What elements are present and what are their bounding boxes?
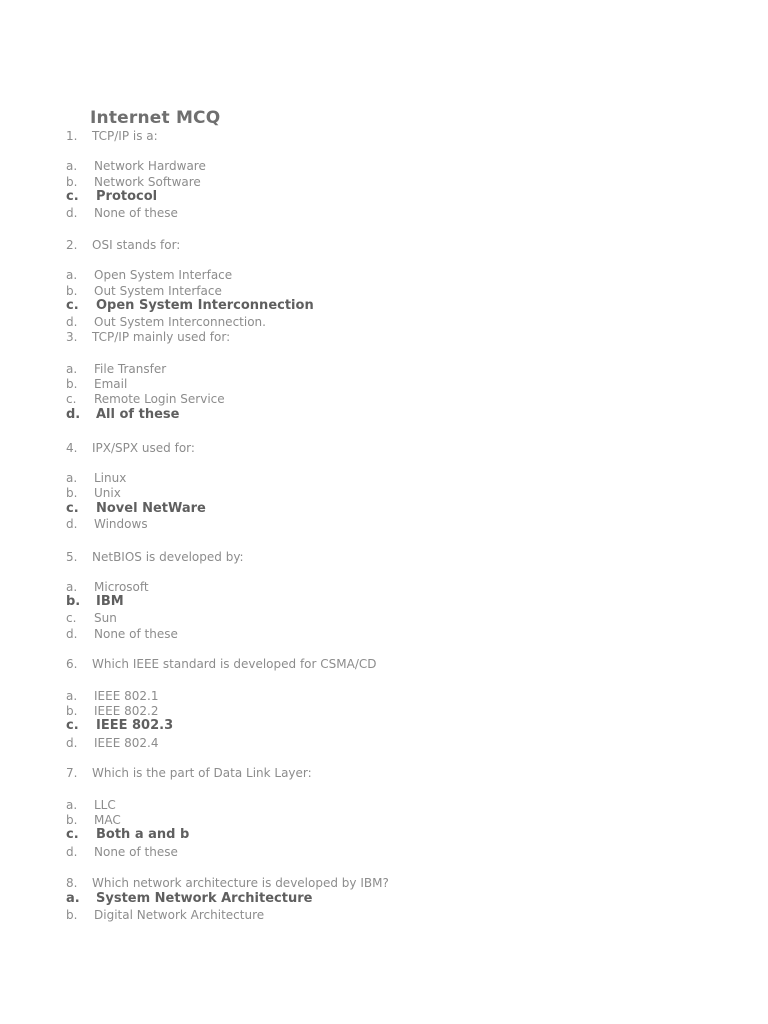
- option-text: None of these: [94, 845, 178, 859]
- question-4-option-b: [66, 486, 121, 500]
- question-3-option-a: [66, 362, 166, 376]
- question-8: [66, 876, 389, 890]
- option-letter: b.: [66, 284, 78, 298]
- option-text: Open System Interface: [94, 268, 233, 282]
- option-text: System Network Architecture: [96, 891, 313, 906]
- option-letter: c.: [66, 611, 77, 625]
- option-text: None of these: [94, 206, 178, 220]
- question-text: OSI stands for:: [92, 238, 181, 252]
- question-7: [66, 766, 312, 780]
- option-letter: c.: [66, 189, 79, 204]
- option-letter: b.: [66, 704, 78, 718]
- option-text: Digital Network Architecture: [94, 908, 265, 922]
- option-text: IBM: [96, 594, 124, 609]
- option-text: Protocol: [96, 189, 158, 204]
- question-6: [66, 657, 377, 671]
- question-4: [66, 441, 195, 455]
- question-number: 6.: [66, 657, 78, 671]
- option-text: Open System Interconnection: [96, 298, 314, 313]
- question-text: Which is the part of Data Link Layer:: [92, 766, 312, 780]
- option-letter: c.: [66, 827, 79, 842]
- question-6-option-a: [66, 689, 158, 703]
- option-letter: b.: [66, 377, 78, 391]
- option-letter: a.: [66, 891, 80, 906]
- question-4-option-c-correct: [66, 502, 206, 516]
- question-7-option-c-correct: [66, 828, 189, 842]
- question-number: 1.: [66, 129, 78, 143]
- option-text: Network Software: [94, 175, 201, 189]
- option-text: Network Hardware: [94, 159, 206, 173]
- option-letter: d.: [66, 206, 78, 220]
- question-1-option-a: [66, 159, 206, 173]
- question-text: TCP/IP mainly used for:: [92, 330, 231, 344]
- question-number: 2.: [66, 238, 78, 252]
- question-text: NetBIOS is developed by:: [92, 550, 244, 564]
- question-text: IPX/SPX used for:: [92, 441, 195, 455]
- question-2-option-b: [66, 284, 222, 298]
- option-text: Windows: [94, 517, 148, 531]
- option-letter: d.: [66, 845, 78, 859]
- option-letter: c.: [66, 501, 79, 516]
- option-text: None of these: [94, 627, 178, 641]
- option-text: Linux: [94, 471, 127, 485]
- question-7-option-d: [66, 845, 178, 859]
- option-letter: d.: [66, 517, 78, 531]
- question-3-option-c: [66, 392, 225, 406]
- option-text: Remote Login Service: [94, 392, 225, 406]
- question-1-option-b: [66, 175, 201, 189]
- question-8-option-a-correct: [66, 892, 312, 906]
- option-text: All of these: [96, 407, 180, 422]
- option-letter: c.: [66, 718, 79, 733]
- option-letter: b.: [66, 175, 78, 189]
- option-text: MAC: [94, 813, 121, 827]
- question-1-option-d: [66, 206, 178, 220]
- question-2-option-c-correct: [66, 299, 314, 313]
- question-text: TCP/IP is a:: [92, 129, 158, 143]
- question-text: Which IEEE standard is developed for CSMA/CD: [92, 657, 377, 671]
- option-text: Novel NetWare: [96, 501, 206, 516]
- option-text: Sun: [94, 611, 117, 625]
- question-5-option-b-correct: [66, 595, 124, 609]
- option-text: Out System Interconnection.: [94, 315, 266, 329]
- question-2-option-a: [66, 268, 232, 282]
- option-letter: d.: [66, 407, 81, 422]
- option-letter: a.: [66, 580, 78, 594]
- question-6-option-b: [66, 704, 158, 718]
- option-text: IEEE 802.1: [94, 689, 159, 703]
- question-2-option-d: [66, 315, 266, 329]
- option-text: Out System Interface: [94, 284, 222, 298]
- option-letter: a.: [66, 268, 78, 282]
- question-3-option-d-correct: [66, 408, 179, 422]
- question-3: [66, 330, 230, 344]
- option-text: Both a and b: [96, 827, 190, 842]
- question-number: 8.: [66, 876, 78, 890]
- option-text: Microsoft: [94, 580, 149, 594]
- question-6-option-d: [66, 736, 158, 750]
- option-letter: a.: [66, 689, 78, 703]
- question-4-option-a: [66, 471, 126, 485]
- question-5-option-d: [66, 627, 178, 641]
- option-letter: a.: [66, 159, 78, 173]
- option-text: LLC: [94, 798, 116, 812]
- option-letter: d.: [66, 627, 78, 641]
- option-text: File Transfer: [94, 362, 167, 376]
- question-5-option-a: [66, 580, 149, 594]
- option-letter: b.: [66, 486, 78, 500]
- question-4-option-d: [66, 517, 148, 531]
- option-letter: b.: [66, 908, 78, 922]
- option-letter: a.: [66, 798, 78, 812]
- question-7-option-a: [66, 798, 116, 812]
- option-letter: d.: [66, 315, 78, 329]
- question-text: Which network architecture is developed by IBM?: [92, 876, 389, 890]
- question-number: 4.: [66, 441, 78, 455]
- question-5-option-c: [66, 611, 117, 625]
- option-letter: c.: [66, 392, 77, 406]
- question-8-option-b: [66, 908, 264, 922]
- option-text: IEEE 802.2: [94, 704, 159, 718]
- option-text: Email: [94, 377, 128, 391]
- question-number: 7.: [66, 766, 78, 780]
- option-letter: a.: [66, 471, 78, 485]
- option-text: Unix: [94, 486, 121, 500]
- option-letter: b.: [66, 813, 78, 827]
- option-text: IEEE 802.4: [94, 736, 159, 750]
- question-1-option-c-correct: [66, 190, 157, 204]
- option-letter: d.: [66, 736, 78, 750]
- option-letter: b.: [66, 594, 81, 609]
- option-letter: a.: [66, 362, 78, 376]
- question-6-option-c-correct: [66, 719, 173, 733]
- question-1: [66, 129, 158, 143]
- question-2: [66, 238, 180, 252]
- question-number: 3.: [66, 330, 78, 344]
- option-letter: c.: [66, 298, 79, 313]
- question-5: [66, 550, 244, 564]
- question-3-option-b: [66, 377, 127, 391]
- question-number: 5.: [66, 550, 78, 564]
- question-7-option-b: [66, 813, 121, 827]
- option-text: IEEE 802.3: [96, 718, 174, 733]
- page-title: Internet MCQ: [90, 108, 221, 128]
